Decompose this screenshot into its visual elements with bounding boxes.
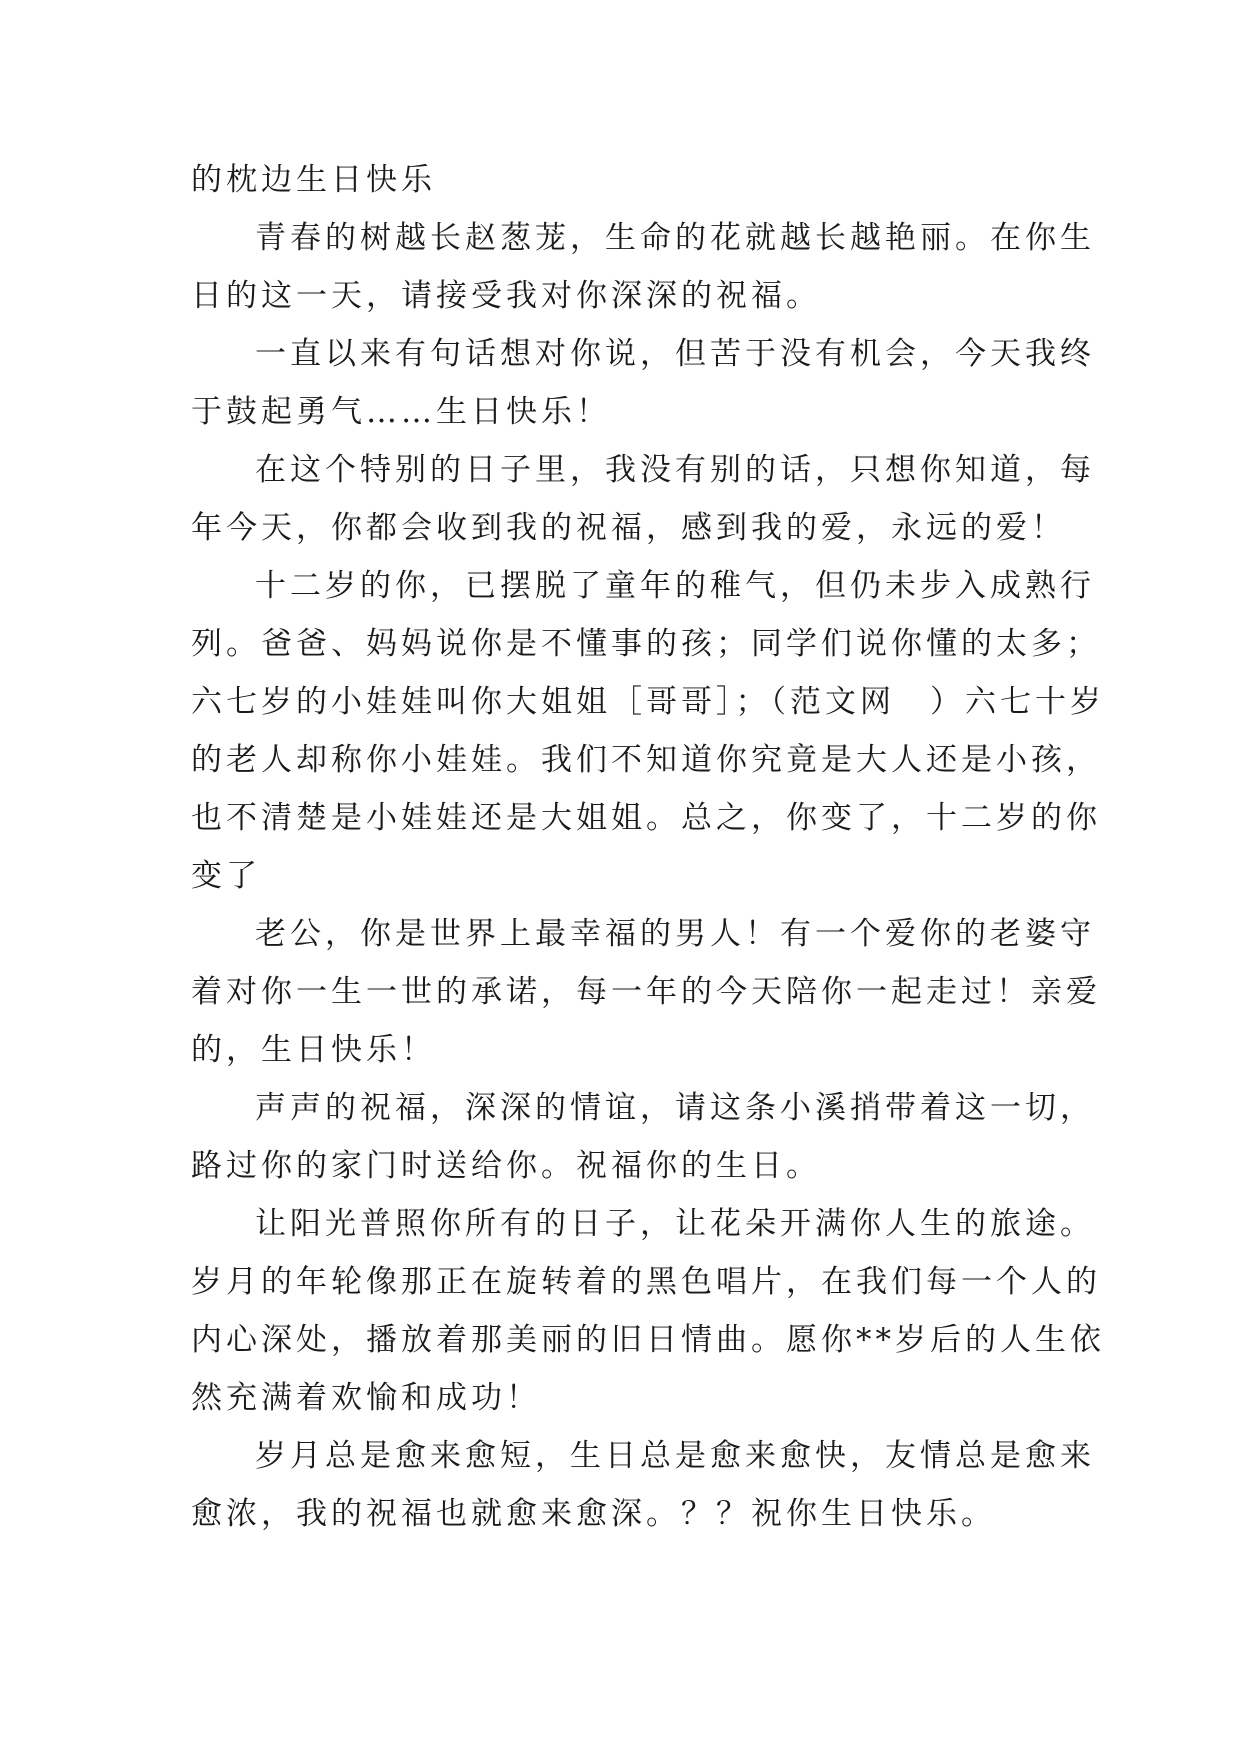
- text-line: 岁月的年轮像那正在旋转着的黑色唱片，在我们每一个人的: [191, 1264, 1101, 1300]
- text-line: 的老人却称你小娃娃。我们不知道你究竟是大人还是小孩，: [191, 742, 1101, 778]
- text-line: 内心深处，播放着那美丽的旧日情曲。愿你**岁后的人生依: [191, 1322, 1105, 1358]
- text-line: 着对你一生一世的承诺，每一年的今天陪你一起走过！亲爱: [191, 974, 1101, 1010]
- text-line: 列。爸爸、妈妈说你是不懂事的孩；同学们说你懂的太多；: [191, 626, 1101, 662]
- text-line: 岁月总是愈来愈短，生日总是愈来愈快，友情总是愈来: [255, 1438, 1095, 1474]
- text-line: 青春的树越长赵葱茏，生命的花就越长越艳丽。在你生: [255, 220, 1095, 256]
- text-line: 变了: [191, 858, 261, 894]
- text-line: 一直以来有句话想对你说，但苦于没有机会，今天我终: [255, 336, 1095, 372]
- text-line: 让阳光普照你所有的日子，让花朵开满你人生的旅途。: [255, 1206, 1095, 1242]
- text-line: 然充满着欢愉和成功！: [191, 1380, 541, 1416]
- text-line: 老公，你是世界上最幸福的男人！有一个爱你的老婆守: [255, 916, 1095, 952]
- text-line: 也不清楚是小娃娃还是大姐姐。总之，你变了，十二岁的你: [191, 800, 1101, 836]
- text-line: 愈浓，我的祝福也就愈来愈深。？？祝你生日快乐。: [191, 1496, 996, 1532]
- text-line: 的枕边生日快乐: [191, 162, 436, 198]
- text-line: 的，生日快乐！: [191, 1032, 436, 1068]
- text-line: 年今天，你都会收到我的祝福，感到我的爱，永远的爱！: [191, 510, 1066, 546]
- text-line: 于鼓起勇气……生日快乐！: [191, 394, 611, 430]
- text-line: 日的这一天，请接受我对你深深的祝福。: [191, 278, 821, 314]
- text-line: 六七岁的小娃娃叫你大姐姐［哥哥］；（范文网 ）六七十岁: [191, 684, 1105, 720]
- text-line: 十二岁的你，已摆脱了童年的稚气，但仍未步入成熟行: [255, 568, 1095, 604]
- text-line: 声声的祝福，深深的情谊，请这条小溪捎带着这一切，: [255, 1090, 1095, 1126]
- text-line: 在这个特别的日子里，我没有别的话，只想你知道，每: [255, 452, 1095, 488]
- text-line: 路过你的家门时送给你。祝福你的生日。: [191, 1148, 821, 1184]
